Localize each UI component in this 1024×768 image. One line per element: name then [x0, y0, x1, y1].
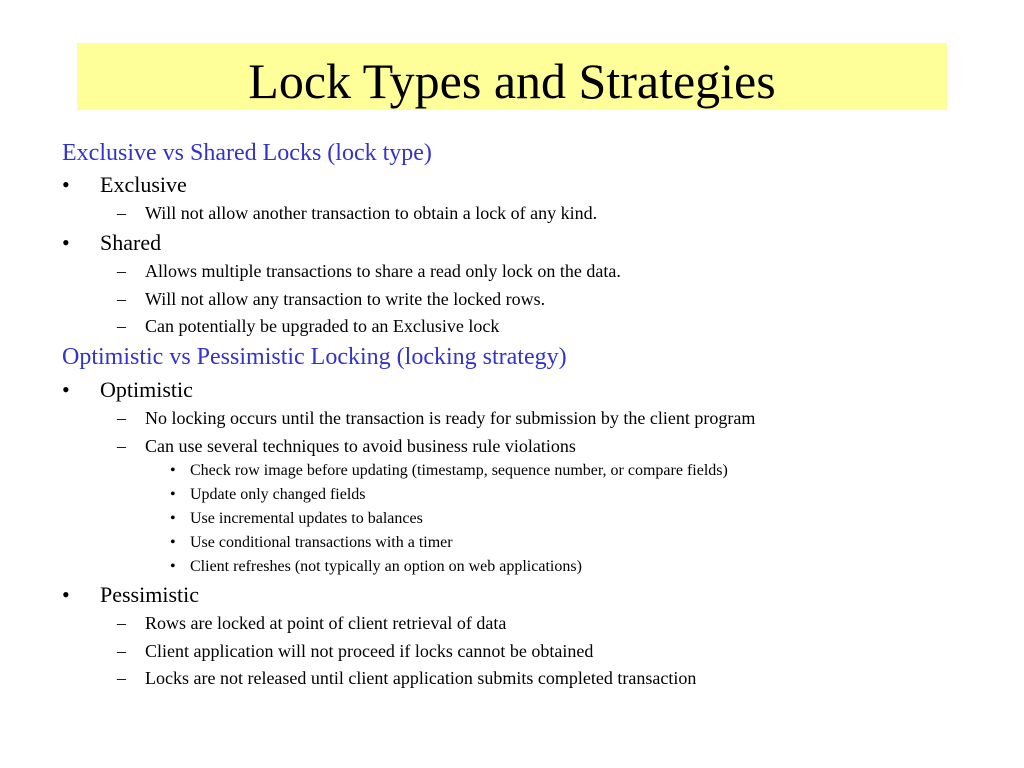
- dash-marker: –: [117, 613, 126, 633]
- bullet-marker: •: [62, 230, 70, 255]
- sub-item-text: Rows are locked at point of client retrieval of data: [145, 613, 507, 633]
- sub-item-text: Locks are not released until client application submits completed transaction: [145, 668, 697, 688]
- bullet-text: Exclusive: [100, 172, 187, 197]
- bullet-marker: •: [170, 510, 176, 527]
- bullet-text: Pessimistic: [100, 582, 200, 607]
- section-heading-locking-strategy: Optimistic vs Pessimistic Locking (locking strategy): [62, 344, 567, 370]
- dash-marker: –: [117, 203, 126, 223]
- bullet-text: Shared: [100, 230, 162, 255]
- sub-item-text: No locking occurs until the transaction is ready for submission by the client program: [145, 408, 756, 428]
- section-heading-lock-type: Exclusive vs Shared Locks (lock type): [62, 140, 432, 166]
- dash-marker: –: [117, 316, 126, 336]
- bullet-marker: •: [62, 172, 70, 197]
- bullet-marker: •: [62, 582, 70, 607]
- bullet-marker: •: [170, 534, 176, 551]
- technique-text: Update only changed fields: [190, 486, 366, 503]
- sub-item-text: Can use several techniques to avoid business rule violations: [145, 436, 576, 456]
- bullet-marker: •: [170, 486, 176, 503]
- sub-item-text: Allows multiple transactions to share a read only lock on the data.: [145, 261, 621, 281]
- technique-text: Client refreshes (not typically an option on web applications): [190, 558, 582, 575]
- dash-marker: –: [117, 289, 126, 309]
- slide-title: Lock Types and Strategies: [248, 52, 776, 109]
- technique-text: Use incremental updates to balances: [190, 510, 423, 527]
- dash-marker: –: [117, 436, 126, 456]
- technique-text: Use conditional transactions with a timer: [190, 534, 453, 551]
- bullet-text: Optimistic: [100, 377, 193, 402]
- sub-item-text: Client application will not proceed if locks cannot be obtained: [145, 641, 594, 661]
- sub-item-text: Can potentially be upgraded to an Exclusive lock: [145, 316, 500, 336]
- bullet-marker: •: [170, 462, 176, 479]
- sub-item-text: Will not allow any transaction to write the locked rows.: [145, 289, 546, 309]
- bullet-marker: •: [62, 377, 70, 402]
- technique-text: Check row image before updating (timestamp, sequence number, or compare fields): [190, 462, 728, 479]
- dash-marker: –: [117, 641, 126, 661]
- dash-marker: –: [117, 408, 126, 428]
- dash-marker: –: [117, 261, 126, 281]
- dash-marker: –: [117, 668, 126, 688]
- bullet-marker: •: [170, 558, 176, 575]
- sub-item-text: Will not allow another transaction to obtain a lock of any kind.: [145, 203, 598, 223]
